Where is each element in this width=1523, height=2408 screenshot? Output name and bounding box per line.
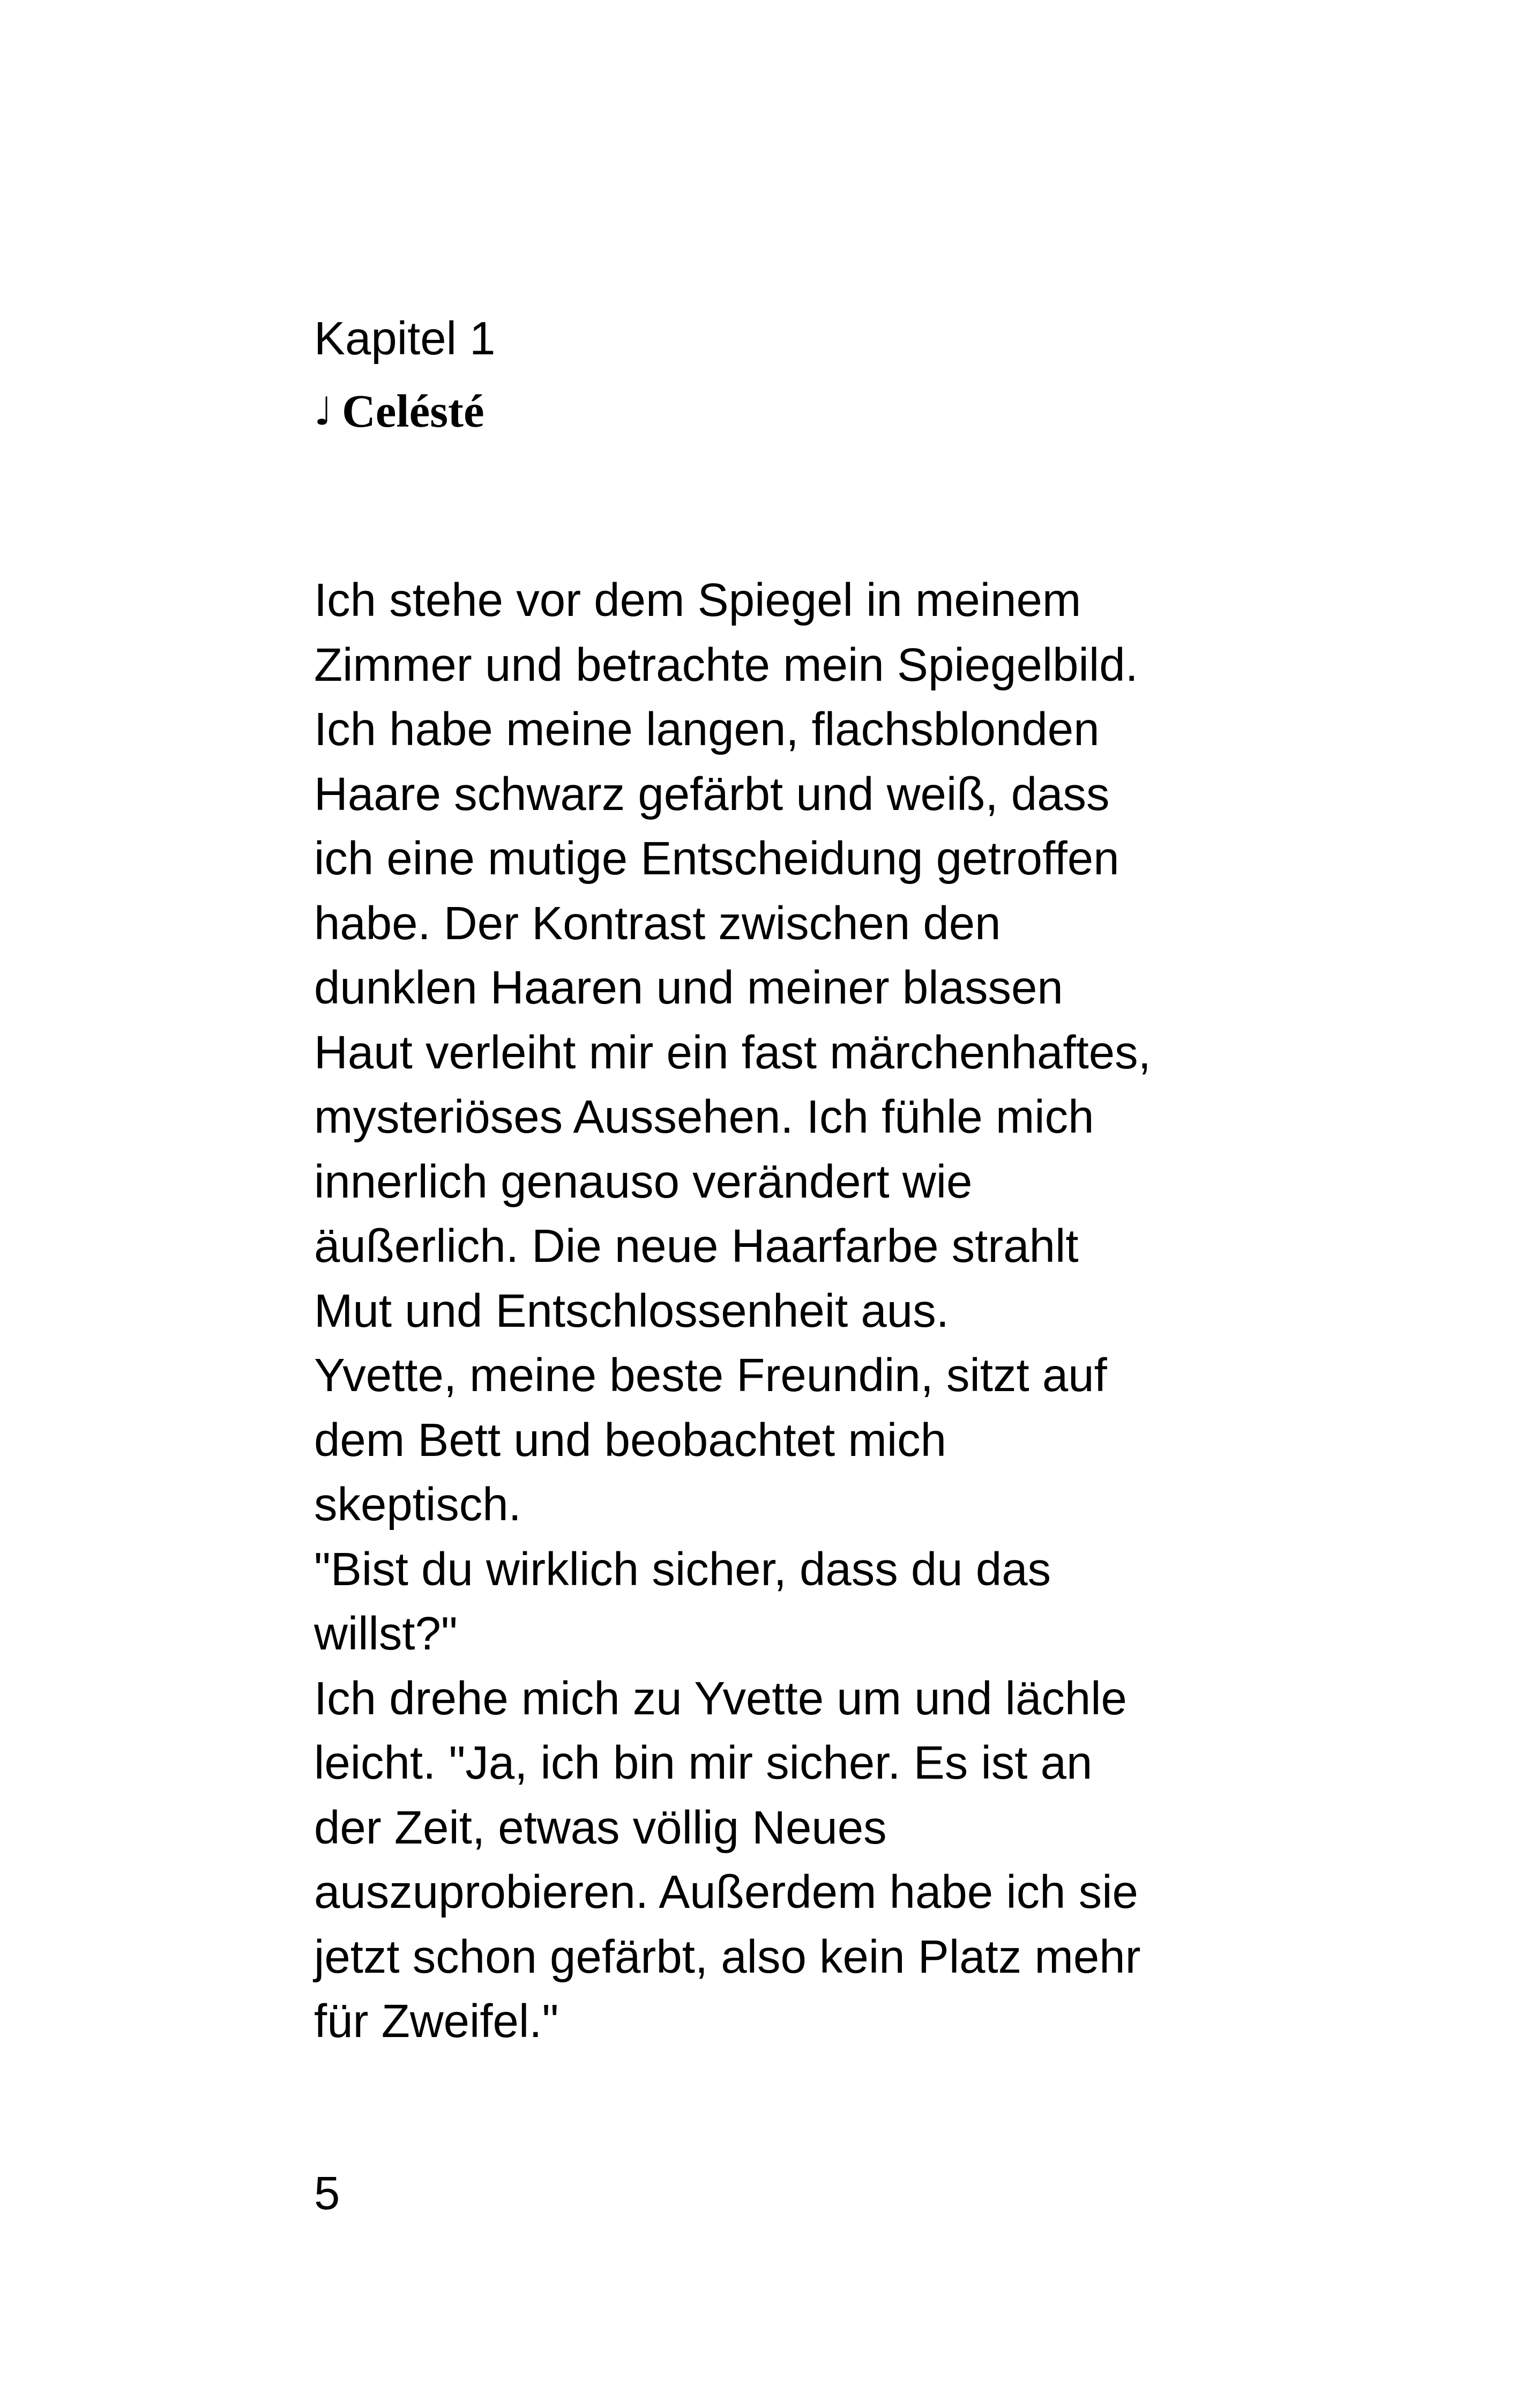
text-line: Haare schwarz gefärbt und weiß, dass <box>314 768 1110 820</box>
text-line: Yvette, meine beste Freundin, sitzt auf <box>314 1349 1107 1401</box>
chapter-label: Kapitel 1 <box>314 313 496 365</box>
text-line: innerlich genauso verändert wie <box>314 1155 973 1208</box>
chapter-body-text <box>314 568 1236 2054</box>
text-line: habe. Der Kontrast zwischen den <box>314 897 1001 949</box>
text-line: auszuprobieren. Außerdem habe ich sie <box>314 1866 1138 1918</box>
text-line: Ich habe meine langen, flachsblonden <box>314 703 1100 755</box>
text-line: Haut verleiht mir ein fast märchenhaftes, <box>314 1026 1151 1079</box>
text-line: Ich drehe mich zu Yvette um und lächle <box>314 1672 1127 1725</box>
chapter-title <box>314 383 484 439</box>
text-line: jetzt schon gefärbt, also kein Platz mehr <box>314 1930 1141 1983</box>
text-line: dunklen Haaren und meiner blassen <box>314 962 1063 1014</box>
chapter-title-text: Celésté <box>341 385 484 437</box>
page-number: 5 <box>314 2167 340 2219</box>
text-line: "Bist du wirklich sicher, dass du das <box>314 1543 1051 1595</box>
text-line: mysteriöses Aussehen. Ich fühle mich <box>314 1091 1094 1143</box>
text-line: für Zweifel." <box>314 1995 559 2047</box>
text-line: äußerlich. Die neue Haarfarbe strahlt <box>314 1220 1079 1272</box>
text-line: Ich stehe vor dem Spiegel in meinem <box>314 574 1081 626</box>
text-line: willst?" <box>314 1608 458 1660</box>
music-note-icon: ♩ <box>314 389 332 434</box>
text-line: Mut und Entschlossenheit aus. <box>314 1284 949 1337</box>
text-line: dem Bett und beobachtet mich <box>314 1414 947 1466</box>
text-line: skeptisch. <box>314 1478 521 1530</box>
text-line: ich eine mutige Entscheidung getroffen <box>314 833 1119 885</box>
text-line: leicht. "Ja, ich bin mir sicher. Es ist an <box>314 1737 1093 1789</box>
text-line: Zimmer und betrachte mein Spiegelbild. <box>314 638 1138 691</box>
text-line: der Zeit, etwas völlig Neues <box>314 1801 887 1854</box>
